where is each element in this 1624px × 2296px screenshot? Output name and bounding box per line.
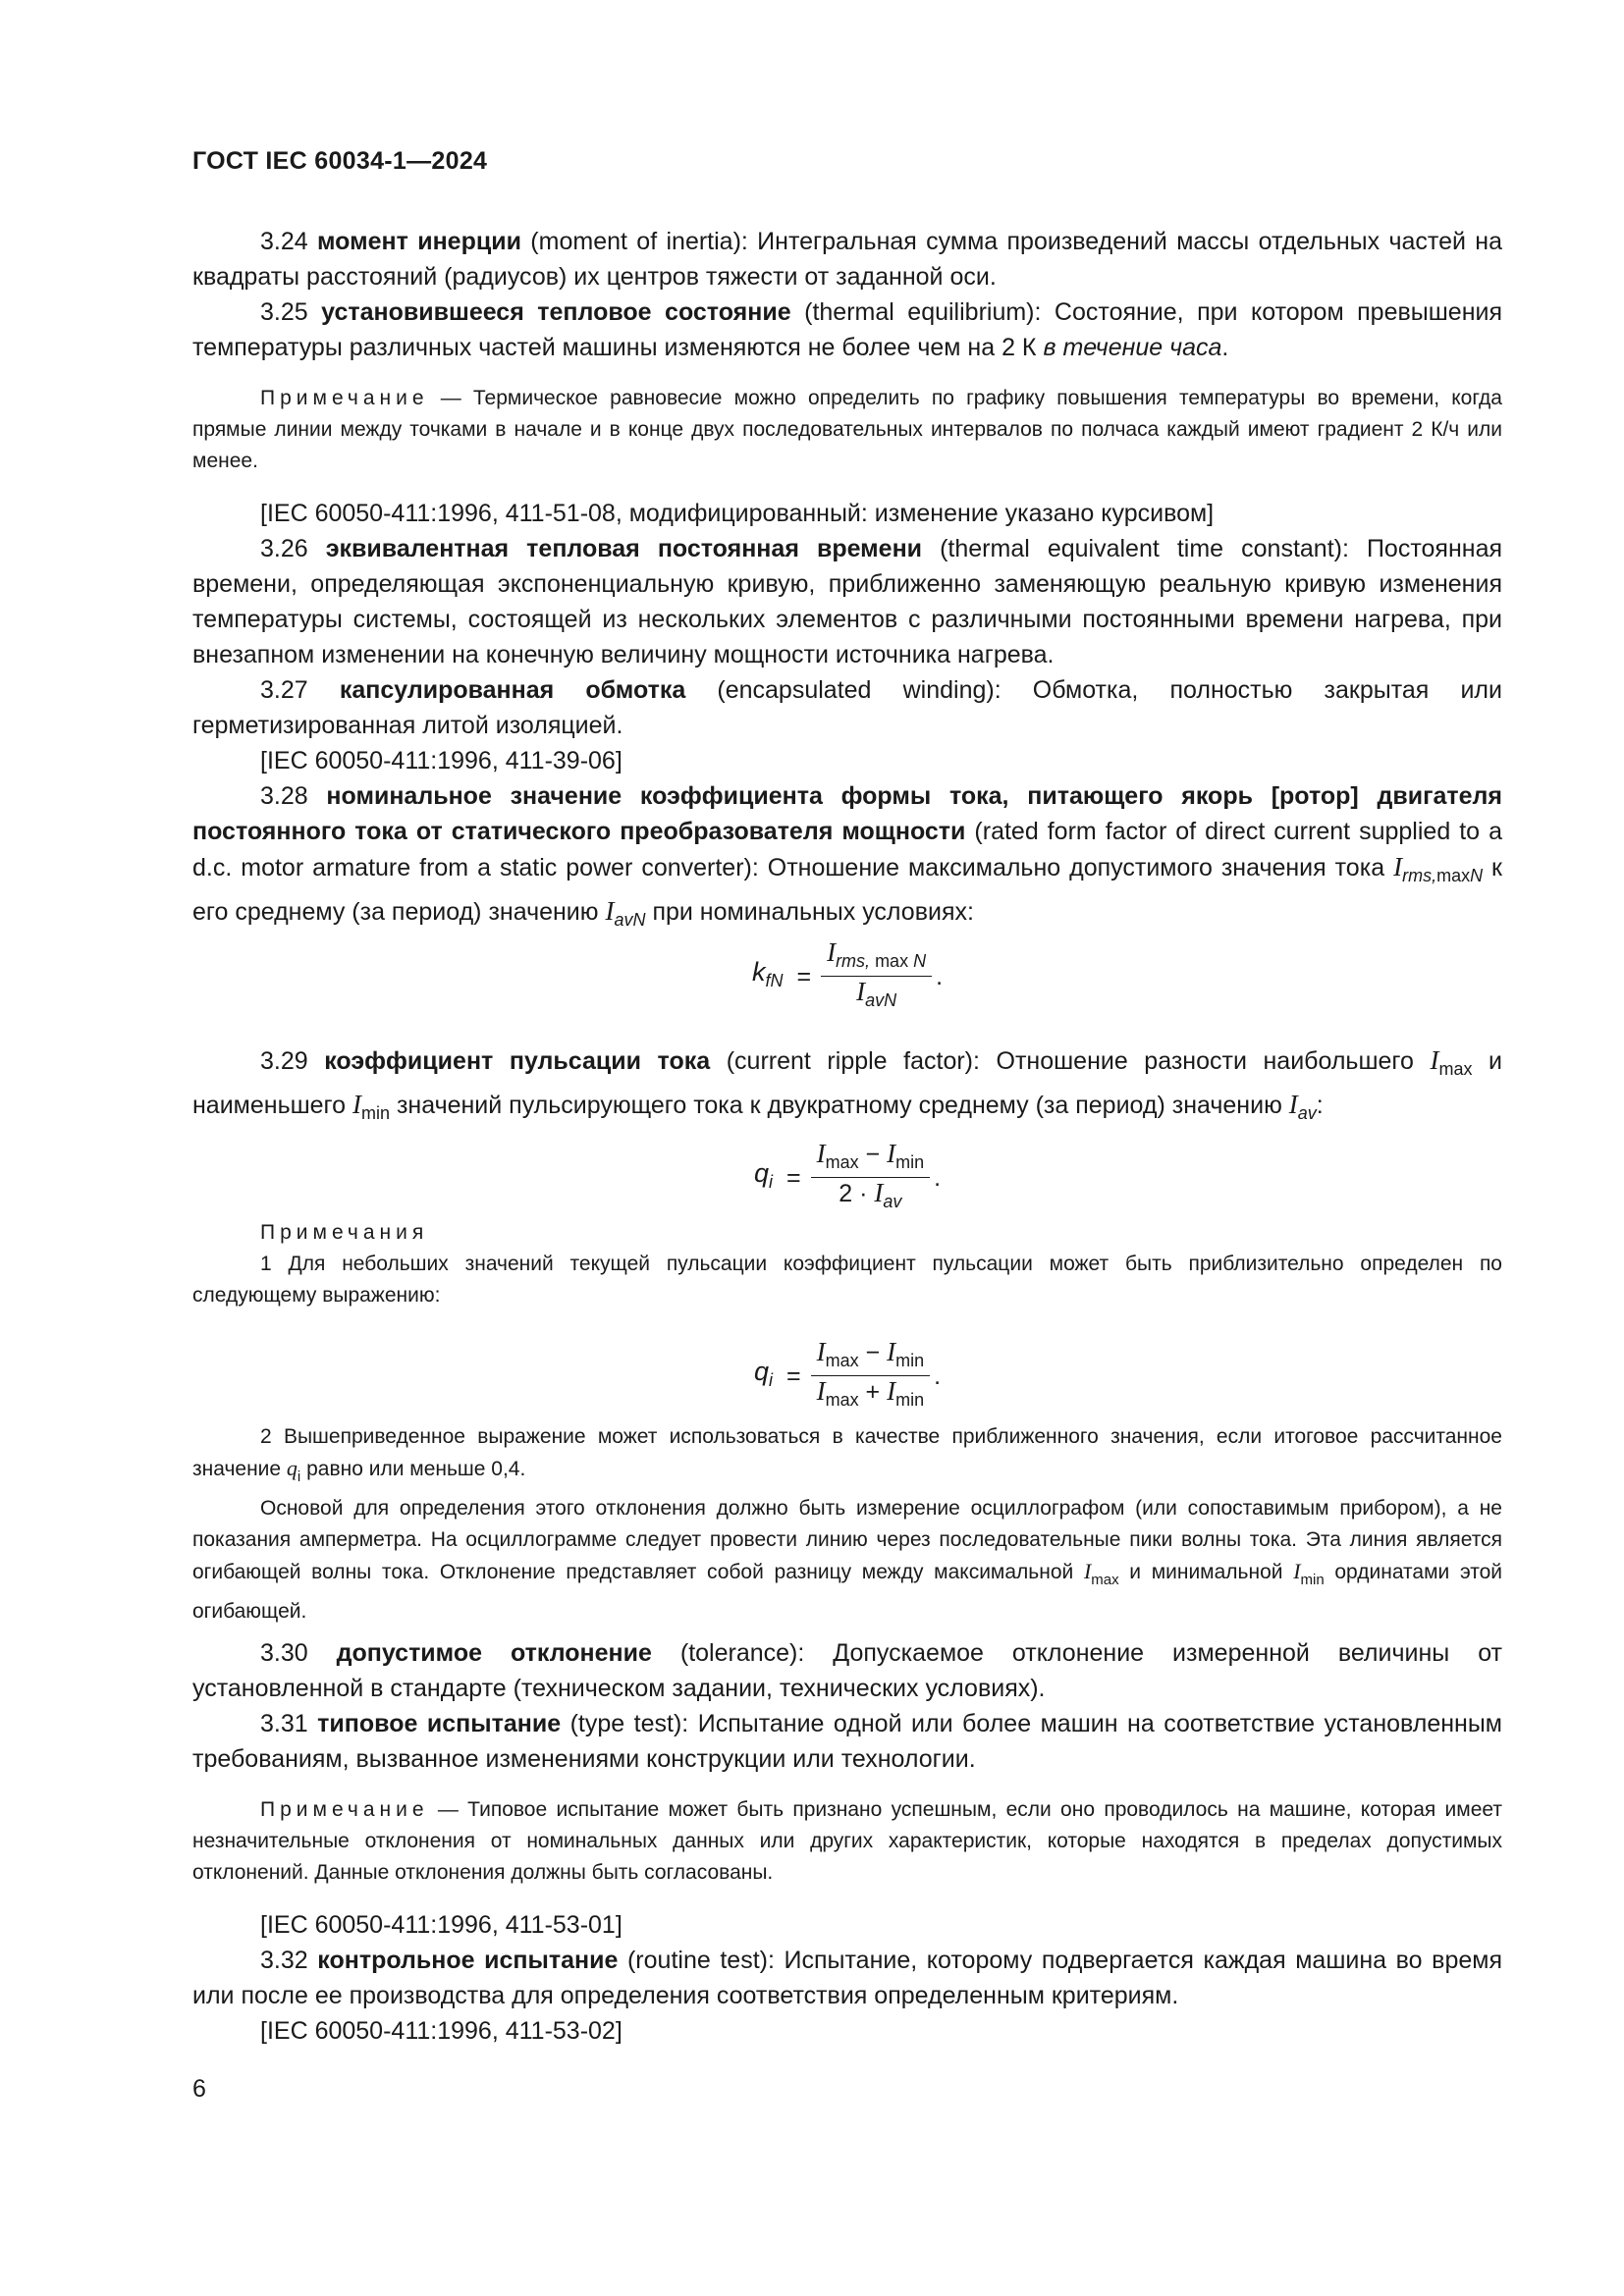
section-block-3-29 <box>192 1042 1502 1131</box>
subscript: i <box>768 1370 773 1390</box>
symbol-I: I <box>827 937 837 967</box>
symbol-I: I <box>816 1337 826 1366</box>
reference-3-25: [IEC 60050-411:1996, 411-51-08, модифицированный: изменение указано курсивом] <box>260 500 1215 527</box>
definition: (type test): Испытание одной или более машин на соответствие установленным требованиям, вызванное изменениями конструкции или технологии. <box>192 1710 1502 1773</box>
note-3-25-block <box>192 383 1502 477</box>
coefficient: 2 · <box>839 1180 875 1207</box>
subscript: max <box>1436 866 1471 885</box>
formula-symbol: q <box>753 1357 769 1386</box>
symbol-I: I <box>1430 1045 1439 1075</box>
subscript: rms, <box>1402 866 1437 885</box>
symbol-I: I <box>352 1090 361 1119</box>
reference-3-27: [IEC 60050-411:1996, 411-39-06] <box>260 747 623 774</box>
definition: (thermal equivalent time constant): Постоянная времени, определяющая экспоненциальную кривую, приближенно заменяющую реальную кривую изменения температуры системы, состоящей из нескольких элементов с различными постоянными времени нагрева, при внезапном изменении на конечную величину мощности источника нагрева. <box>192 535 1503 668</box>
note-3-31-block <box>192 1794 1502 1889</box>
note-3-text: Основой для определения этого отклонения должно быть измерение осциллографом (или сопоставимым прибором), а не показания амперметра. На осциллограмме следует провести линию через последовательные пики волны тока. Эта линия является огибающей волны тока. Отклонение представляет собой разницу между максимальной <box>192 1497 1502 1583</box>
notes-label <box>192 1217 1502 1249</box>
formula-3-28 <box>192 937 1502 1015</box>
clause-3-29 <box>192 1042 1502 1131</box>
symbol-I: I <box>816 1376 826 1406</box>
symbol-I: I <box>1288 1090 1298 1119</box>
clause-3-31 <box>192 1706 1502 1777</box>
note-label: Примечание <box>260 1798 429 1821</box>
equals-sign: = <box>785 1163 801 1192</box>
subscript: min <box>1300 1572 1325 1588</box>
section-block-top <box>192 224 1502 365</box>
term: допустимое отклонение <box>336 1639 652 1667</box>
clause-3-30 <box>192 1635 1502 1706</box>
definition-cont: к его среднему (за период) значению <box>192 854 1502 926</box>
note-2 <box>192 1421 1502 1493</box>
punctuation: . <box>1221 334 1229 361</box>
minus-sign: − <box>858 1339 888 1366</box>
subscript: max <box>825 1152 859 1172</box>
formula-3-29 <box>192 1139 1502 1216</box>
fraction <box>811 1337 931 1415</box>
clause-number: 3.32 <box>260 1947 308 1974</box>
symbol-I: I <box>887 1337 896 1366</box>
subscript: av <box>1297 1103 1317 1123</box>
clause-3-25 <box>192 294 1502 365</box>
formula-symbol: q <box>753 1158 769 1188</box>
punctuation: . <box>936 962 944 990</box>
clause-3-32 <box>192 1943 1502 2013</box>
term: коэффициент пульсации тока <box>324 1047 711 1075</box>
note-3-end: ординатами этой огибающей. <box>192 1561 1502 1623</box>
symbol-I: I <box>856 977 866 1006</box>
formula-3-29-approx <box>192 1337 1502 1415</box>
subscript: avN <box>865 990 897 1010</box>
term: капсулированная обмотка <box>339 676 686 704</box>
note-2-text: 2 Вышеприведенное выражение может использоваться в качестве приближенного значения, если итоговое рассчитанное значение <box>192 1425 1502 1480</box>
punctuation: . <box>934 1163 942 1192</box>
clause-number: 3.28 <box>260 782 308 810</box>
subscript: rms, <box>836 951 871 971</box>
note-1: 1 Для небольших значений текущей пульсации коэффициент пульсации может быть приблизительно определен по следующему выражению: <box>192 1253 1502 1307</box>
clause-3-27 <box>192 672 1502 743</box>
subscript: min <box>360 1103 390 1123</box>
term: номинальное значение коэффициента формы тока, питающего якорь [ротор] двигателя постоянного тока от статического преобразователя мощности <box>192 782 1503 845</box>
symbol-I: I <box>1293 1559 1301 1583</box>
subscript: N <box>913 951 927 971</box>
definition: (current ripple factor): Отношение разности наибольшего <box>710 1047 1431 1075</box>
notes-label-text: Примечания <box>260 1221 429 1244</box>
clause-number: 3.24 <box>260 228 308 255</box>
symbol-q: q <box>286 1456 298 1480</box>
note-3-25 <box>192 383 1502 477</box>
symbol-I: I <box>605 896 615 926</box>
subscript: i <box>768 1172 773 1192</box>
clause-number: 3.31 <box>260 1710 308 1737</box>
note-2-end: равно или меньше 0,4. <box>300 1458 526 1480</box>
reference-3-32: [IEC 60050-411:1996, 411-53-02] <box>260 2017 623 2045</box>
subscript: avN <box>614 910 646 930</box>
minus-sign: − <box>858 1141 888 1168</box>
subscript: max <box>825 1390 859 1410</box>
definition: (rated form factor of direct current supplied to a d.c. motor armature from a static power converter): Отношение максимально допустимого значения тока <box>192 818 1502 881</box>
subscript: max <box>1438 1059 1473 1079</box>
document-header: ГОСТ IEC 60034-1—2024 <box>192 147 488 175</box>
clause-3-28 <box>192 778 1502 937</box>
subscript: min <box>895 1390 925 1410</box>
section-block-3-30 <box>192 1635 1502 1777</box>
note-3-mid: и минимальной <box>1118 1561 1294 1583</box>
symbol-I: I <box>874 1178 884 1207</box>
term: эквивалентная тепловая постоянная времени <box>325 535 923 562</box>
symbol-I: I <box>887 1139 896 1168</box>
subscript: N <box>1470 866 1484 885</box>
definition-cont: и наименьшего <box>192 1047 1502 1119</box>
clause-number: 3.26 <box>260 535 308 562</box>
definition: (tolerance): Допускаемое отклонение измеренной величины от установленной в стандарте (техническом задании, технических условиях). <box>192 1639 1502 1702</box>
subscript: av <box>883 1192 902 1211</box>
italic-text: в течение часа <box>1043 334 1222 361</box>
symbol-I: I <box>887 1376 896 1406</box>
reference-3-31: [IEC 60050-411:1996, 411-53-01] <box>260 1911 623 1939</box>
term: контрольное испытание <box>317 1947 619 1974</box>
clause-3-24 <box>192 224 1502 294</box>
term: типовое испытание <box>317 1710 562 1737</box>
subscript: min <box>895 1152 925 1172</box>
definition: (moment of inertia): Интегральная сумма произведений массы отдельных частей на квадраты расстояний (радиусов) их центров тяжести от заданной оси. <box>192 228 1502 291</box>
page-number: 6 <box>192 2075 206 2103</box>
note-label: Примечание <box>260 387 429 409</box>
clause-number: 3.30 <box>260 1639 308 1667</box>
punctuation: : <box>1316 1092 1324 1119</box>
clause-3-26 <box>192 531 1502 672</box>
symbol-I: I <box>1393 852 1403 881</box>
clause-number: 3.25 <box>260 298 308 326</box>
symbol-I: I <box>816 1139 826 1168</box>
definition-end: при номинальных условиях: <box>645 898 974 926</box>
definition: (thermal equilibrium): Состояние, при котором превышения температуры различных частей машины изменяются не более чем на 2 К <box>192 298 1503 361</box>
notes-3-29 <box>192 1217 1502 1311</box>
plus-sign: + <box>858 1378 888 1406</box>
term: установившееся тепловое состояние <box>321 298 791 326</box>
definition: (encapsulated winding): Обмотка, полностью закрытая или герметизированная литой изоляцией. <box>192 676 1502 739</box>
note-text: — Типовое испытание может быть признано успешным, если оно проводилось на машине, которая имеет незначительные отклонения от номинальных данных или других характеристик, которые находятся в пределах допустимых отклонений. Данные отклонения должны быть согласованы. <box>192 1798 1502 1884</box>
subscript: max <box>870 951 914 971</box>
clause-number: 3.27 <box>260 676 308 704</box>
section-block-bottom <box>192 1907 1502 2049</box>
subscript: max <box>825 1351 859 1370</box>
clause-number: 3.29 <box>260 1047 308 1075</box>
term: момент инерции <box>317 228 521 255</box>
punctuation: . <box>934 1362 942 1390</box>
notes-3-29-cont <box>192 1421 1502 1628</box>
fraction <box>811 1139 931 1216</box>
definition: (routine test): Испытание, которому подвергается каждая машина во время или после ее производства для определения соответствия определенным критериям. <box>192 1947 1502 2009</box>
equals-sign: = <box>785 1362 801 1390</box>
subscript: fN <box>765 971 784 990</box>
note-3-31 <box>192 1794 1502 1889</box>
note-3 <box>192 1493 1502 1628</box>
section-block-middle <box>192 496 1502 937</box>
symbol-I: I <box>1083 1559 1092 1583</box>
subscript: i <box>297 1468 301 1485</box>
subscript: max <box>1091 1572 1119 1588</box>
definition-cont: значений пульсирующего тока к двукратному среднему (за период) значению <box>390 1092 1289 1119</box>
equals-sign: = <box>796 962 812 990</box>
subscript: min <box>895 1351 925 1370</box>
fraction <box>821 937 932 1015</box>
formula-symbol: k <box>751 957 766 987</box>
note-text: — Термическое равновесие можно определить по графику повышения температуры во времени, когда прямые линии между точками в начале и в конце двух последовательных интервалов по полчаса каждый имеют градиент 2 К/ч или менее. <box>192 387 1502 472</box>
